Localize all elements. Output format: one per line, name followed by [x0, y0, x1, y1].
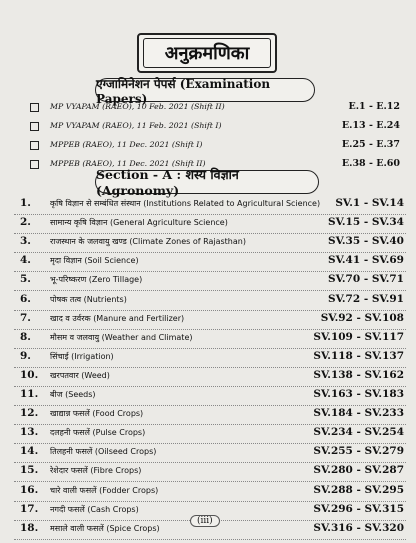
topic-title: कृषि विज्ञान से सम्बंधित संस्थान (Institutions Related to Agricultural Science): [50, 199, 321, 208]
topic-pages: SV.234 - SV.254: [313, 426, 404, 439]
topic-pages: SV.72 - SV.91: [328, 292, 404, 305]
topic-title: राजस्थान के जलवायु खण्ड (Climate Zones of Rajasthan): [50, 237, 246, 247]
checkbox-icon: [30, 103, 39, 112]
topic-number: 10.: [20, 368, 39, 381]
topic-title: सामान्य कृषि विज्ञान (General Agriculture Science): [50, 218, 228, 228]
topic-pages: SV.288 - SV.295: [313, 483, 404, 496]
topic-title: चारे वाली फसलें (Fodder Crops): [50, 485, 159, 495]
topic-number: 8.: [20, 330, 31, 343]
exam-paper-range: E.13 - E.24: [341, 120, 400, 131]
topic-number: 16.: [20, 483, 39, 496]
topic-row: [14, 310, 406, 330]
topic-title: खाद्यान्न फसलें (Food Crops): [50, 409, 144, 419]
topic-title: मृदा विज्ञान (Soil Science): [50, 256, 139, 266]
topic-pages: SV.118 - SV.137: [313, 349, 404, 362]
topic-title: रेशेदार फसलें (Fibre Crops): [50, 466, 142, 476]
topic-row: [14, 233, 406, 253]
exam-paper-name: MP VYAPAM (RAEO), 10 Feb. 2021 (Shift II): [50, 102, 225, 111]
topic-number: 15.: [20, 464, 39, 477]
topic-pages: SV.184 - SV.233: [313, 407, 404, 420]
topic-pages: SV.163 - SV.183: [313, 388, 404, 400]
topic-row: [14, 271, 406, 291]
topic-title: दलहनी फसलें (Pulse Crops): [50, 428, 146, 438]
title-frame: [137, 33, 277, 73]
exam-papers-heading: एग्जामिनेशन पेपर्स (Examination Papers): [95, 78, 315, 102]
topic-number: 12.: [20, 407, 39, 420]
topic-number: 13.: [20, 426, 39, 439]
topic-title: बीज (Seeds): [50, 390, 96, 399]
topic-pages: SV.109 - SV.117: [313, 330, 404, 343]
topic-title: भू-परिष्करण (Zero Tillage): [50, 275, 143, 285]
section-a-heading: Section - A : शस्य विज्ञान (Agronomy): [95, 170, 319, 194]
exam-paper-row: [30, 100, 400, 116]
topic-row: [14, 291, 406, 311]
topic-number: 1.: [20, 197, 31, 209]
exam-paper-range: E.38 - E.60: [341, 158, 400, 169]
exam-paper-name: MP VYAPAM (RAEO), 11 Feb. 2021 (Shift I): [50, 121, 222, 130]
topic-row: [14, 367, 406, 387]
exam-paper-range: E.1 - E.12: [348, 101, 400, 112]
topic-number: 4.: [20, 254, 31, 267]
page-title: अनुक्रमणिका: [143, 38, 271, 68]
topic-pages: SV.255 - SV.279: [313, 445, 404, 458]
topic-row: [14, 405, 406, 425]
topic-title: पोषक तत्व (Nutrients): [50, 294, 127, 304]
topic-pages: SV.15 - SV.34: [328, 216, 404, 229]
exam-paper-row: [30, 119, 400, 135]
topic-number: 9.: [20, 349, 31, 362]
topic-pages: SV.92 - SV.108: [320, 311, 404, 324]
topic-row: [14, 462, 406, 482]
checkbox-icon: [30, 141, 39, 150]
exam-paper-name: MPPEB (RAEO), 11 Dec. 2021 (Shift I): [50, 140, 203, 149]
topic-row: [14, 482, 406, 502]
topic-title: खाद व उर्वरक (Manure and Fertilizer): [50, 313, 185, 323]
topic-pages: SV.296 - SV.315: [313, 502, 404, 515]
topic-row: [14, 424, 406, 444]
topic-number: 7.: [20, 311, 31, 324]
topic-title: खरपतवार (Weed): [50, 370, 110, 380]
topic-pages: SV.1 - SV.14: [335, 197, 404, 209]
topic-row: [14, 252, 406, 272]
topic-pages: SV.70 - SV.71: [328, 273, 404, 286]
topic-pages: SV.316 - SV.320: [313, 521, 404, 534]
topic-pages: SV.41 - SV.69: [328, 254, 404, 267]
exam-paper-name: MPPEB (RAEO), 11 Dec. 2021 (Shift II): [50, 159, 206, 168]
exam-paper-range: E.25 - E.37: [341, 139, 400, 150]
topic-number: 11.: [20, 388, 39, 400]
topic-pages: SV.35 - SV.40: [328, 235, 404, 248]
topic-row: [14, 329, 406, 349]
topic-title: नगदी फसलें (Cash Crops): [50, 504, 139, 514]
page-number: (iii): [190, 515, 220, 527]
topic-title: तिलहनी फसलें (Oilseed Crops): [50, 447, 157, 457]
topic-number: 17.: [20, 502, 39, 515]
topic-number: 14.: [20, 445, 39, 458]
topic-pages: SV.138 - SV.162: [313, 368, 404, 381]
topic-row: [14, 195, 406, 215]
topic-number: 2.: [20, 216, 31, 229]
topic-title: मसाले वाली फसलें (Spice Crops): [50, 523, 160, 533]
topic-number: 3.: [20, 235, 31, 248]
topic-title: सिंचाई (Irrigation): [50, 351, 114, 361]
topic-number: 18.: [20, 521, 39, 534]
topic-row: [14, 348, 406, 368]
topic-row: [14, 386, 406, 406]
exam-paper-row: [30, 138, 400, 154]
topic-pages: SV.280 - SV.287: [313, 464, 404, 477]
topic-number: 6.: [20, 292, 31, 305]
checkbox-icon: [30, 122, 39, 131]
checkbox-icon: [30, 160, 39, 169]
topic-row: [14, 443, 406, 463]
topic-row: [14, 214, 406, 234]
topic-title: मौसम व जलवायु (Weather and Climate): [50, 332, 193, 342]
topic-number: 5.: [20, 273, 31, 286]
